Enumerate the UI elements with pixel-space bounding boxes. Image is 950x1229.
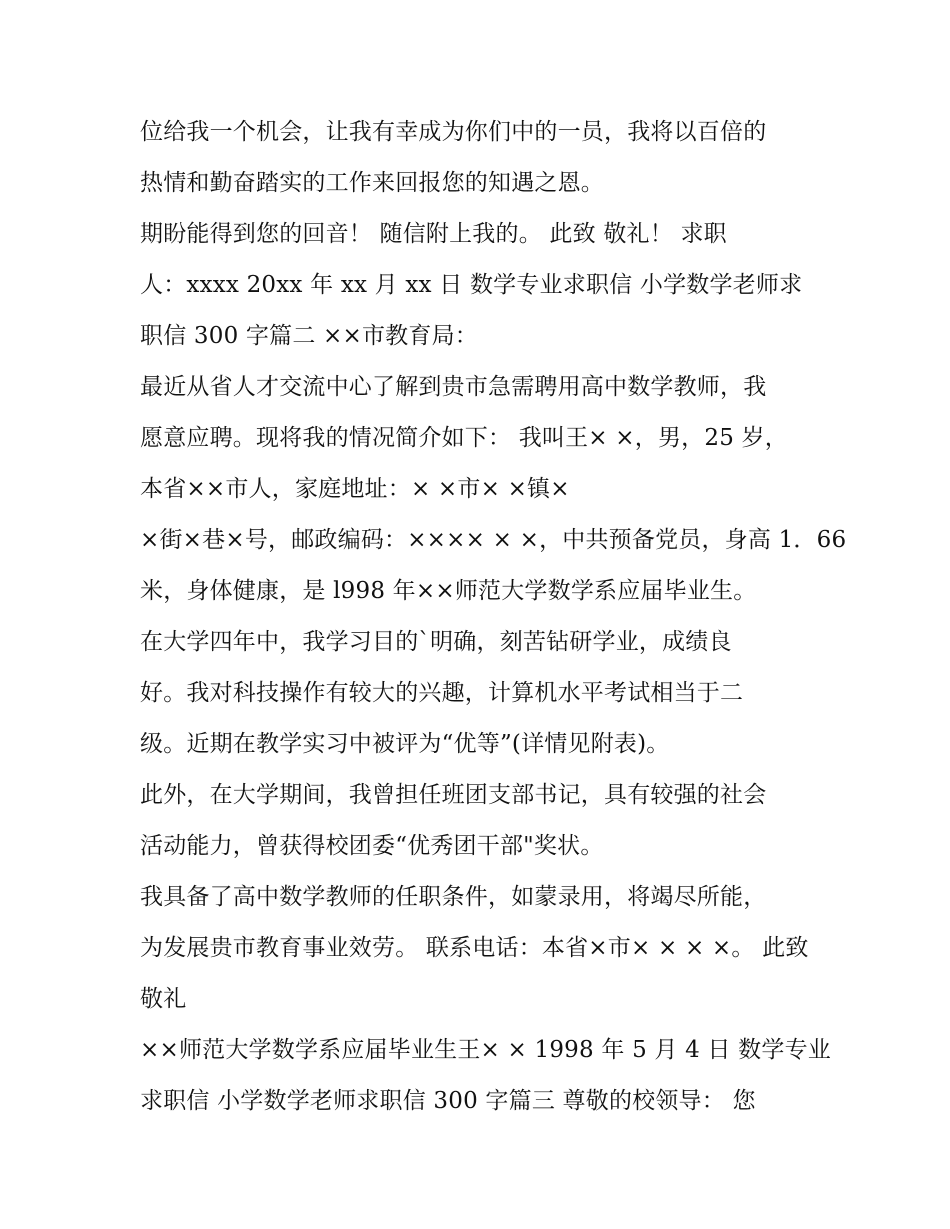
document-body [140,107,847,1127]
text-line: ××师范大学数学系应届毕业生王× × 1998 年 5 月 4 日 数学专业 [140,1037,831,1063]
text-line: 级。近期在教学实习中被评为“优等”(详情见附表)。 [140,731,670,757]
text-line: 人：xxxx 20xx 年 xx 月 xx 日 数学专业求职信 小学数学老师求 [140,272,803,298]
text-line: 本省××市人，家庭地址：× ×市× ×镇× [140,476,570,502]
text-line: 求职信 小学数学老师求职信 300 字篇三 尊敬的校领导： 您 [140,1088,756,1114]
text-line: 我具备了高中数学教师的任职条件，如蒙录用，将竭尽所能， [140,884,767,910]
text-line: 职信 300 字篇二 ××市教育局： [140,323,478,349]
text-line: 在大学四年中，我学习目的`明确，刻苦钻研学业，成绩良 [140,629,732,655]
text-line: 为发展贵市教育事业效劳。 联系电话：本省×市× × × ×。 此致 [140,935,809,961]
text-line: 热情和勤奋踏实的工作来回报您的知遇之恩。 [140,170,604,196]
text-line: 最近从省人才交流中心了解到贵市急需聘用高中数学教师，我 [140,374,767,400]
text-line: ×街×巷×号，邮政编码：×××× × ×，中共预备党员，身高 1．66 [140,527,847,553]
text-line: 好。我对科技操作有较大的兴趣，计算机水平考试相当于二 [140,680,744,706]
text-line: 此外，在大学期间，我曾担任班团支部书记，具有较强的社会 [140,782,767,808]
text-line: 愿意应聘。现将我的情况简介如下： 我叫王× ×，男，25 岁， [140,425,788,451]
text-line: 活动能力，曾获得校团委“优秀团干部"奖状。 [140,833,604,859]
text-line: 敬礼 [140,986,187,1012]
text-line: 位给我一个机会，让我有幸成为你们中的一员，我将以百倍的 [140,119,767,145]
text-line: 米，身体健康，是 l998 年××师范大学数学系应届毕业生。 [140,578,757,604]
text-line: 期盼能得到您的回音！ 随信附上我的。 此致 敬礼！ 求职 [140,221,727,247]
